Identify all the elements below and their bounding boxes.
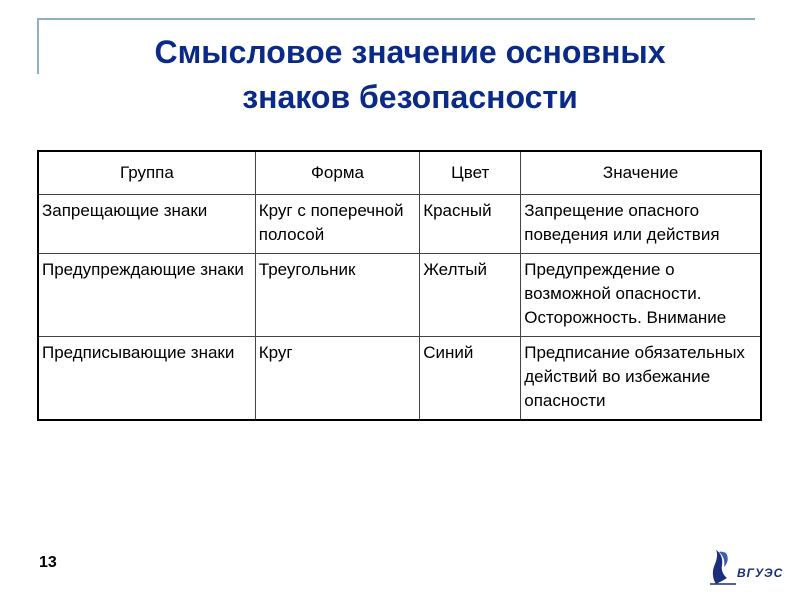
cell-color: Синий — [420, 337, 521, 421]
cell-color: Желтый — [420, 254, 521, 337]
cell-form: Круг с поперечной полосой — [255, 195, 419, 254]
cell-color: Красный — [420, 195, 521, 254]
header-meaning: Значение — [521, 151, 761, 195]
cell-meaning: Предписание обязательных действий во избежание опасности — [521, 337, 761, 421]
slide-title-line-2: знаков безопасности — [242, 79, 578, 115]
safety-signs-table — [37, 150, 762, 421]
header-group: Группа — [38, 151, 255, 195]
cell-group: Предписывающие знаки — [38, 337, 255, 421]
table-row — [38, 254, 761, 337]
slide-title — [60, 30, 760, 120]
cell-meaning: Предупреждение о возможной опасности. Осторожность. Внимание — [521, 254, 761, 337]
cell-group: Предупреждающие знаки — [38, 254, 255, 337]
slide-title-line-1: Смысловое значение основных — [154, 34, 666, 70]
page-number: 13 — [39, 554, 57, 571]
table-header-row — [38, 151, 761, 195]
table-row — [38, 337, 761, 421]
header-color: Цвет — [420, 151, 521, 195]
logo-text: ВГУЭС — [737, 566, 784, 580]
cell-group: Запрещающие знаки — [38, 195, 255, 254]
header-form: Форма — [255, 151, 419, 195]
cell-form: Круг — [255, 337, 419, 421]
cell-form: Треугольник — [255, 254, 419, 337]
frame-left-line — [37, 18, 39, 74]
table-row — [38, 195, 761, 254]
cell-meaning: Запрещение опасного поведения или действия — [521, 195, 761, 254]
frame-top-line — [37, 18, 755, 20]
